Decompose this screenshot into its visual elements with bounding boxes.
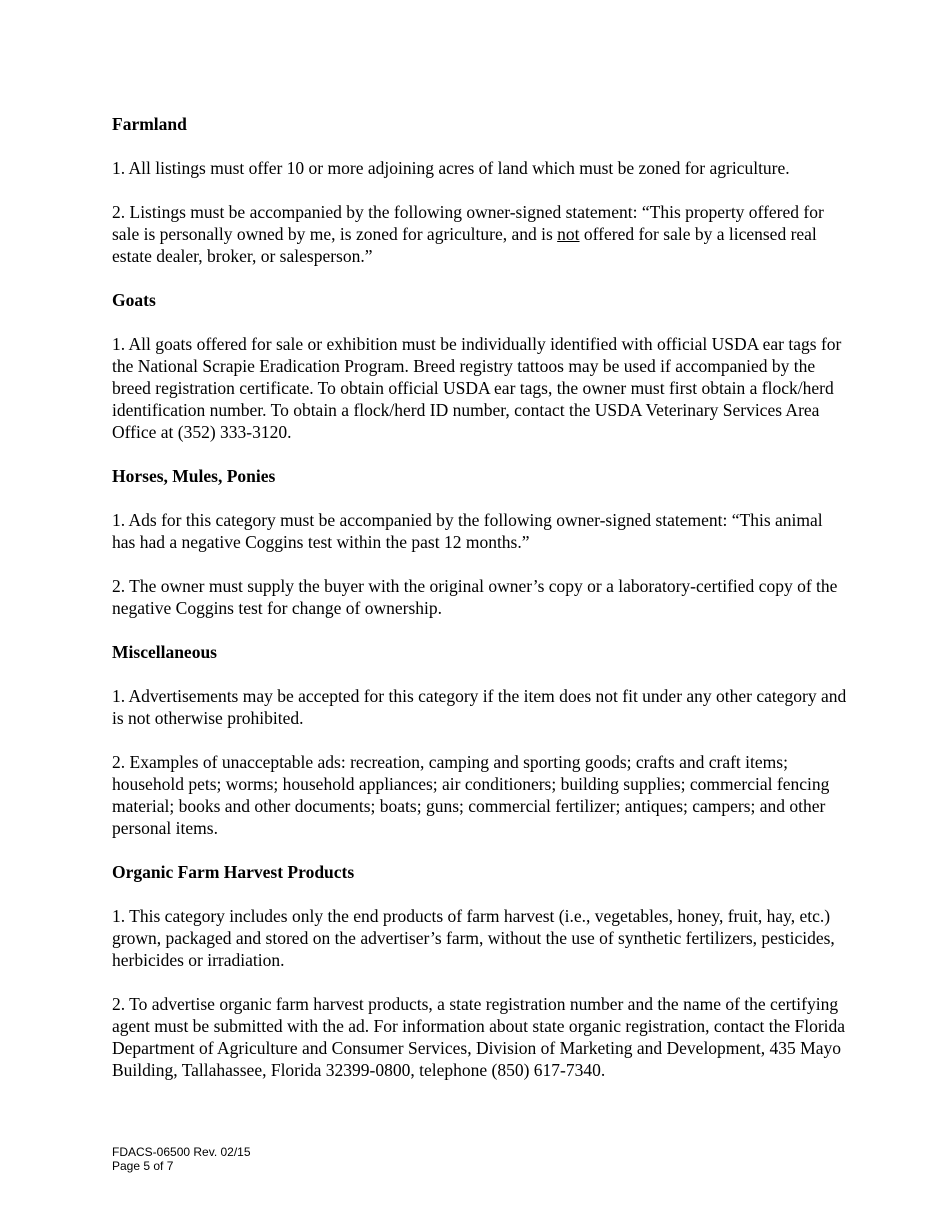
farmland-heading: Farmland	[112, 114, 187, 134]
goats-heading: Goats	[112, 290, 156, 310]
farmland-rule-2-text-before: 2. Listings must be accompanied by the following owner-signed statement: “This property offered for sale is personally owned by me, is zoned for agriculture, and is	[112, 202, 824, 244]
page-number: Page 5 of 7	[112, 1159, 174, 1173]
organic-rule-1: 1. This category includes only the end products of farm harvest (i.e., vegetables, honey, fruit, hay, etc.) grown, packaged and stored on the advertiser’s farm, without the use of synthetic fertilizers, pesticides, herbicides or irradiation.	[112, 906, 835, 970]
document-body	[112, 113, 847, 1103]
organic-heading: Organic Farm Harvest Products	[112, 862, 355, 882]
farmland-rule-1: 1. All listings must offer 10 or more adjoining acres of land which must be zoned for agriculture.	[112, 158, 790, 178]
farmland-rule-2-underlined-word: not	[557, 224, 580, 244]
page-footer	[112, 1145, 251, 1173]
miscellaneous-heading: Miscellaneous	[112, 642, 217, 662]
miscellaneous-rule-1: 1. Advertisements may be accepted for this category if the item does not fit under any other category and is not otherwise prohibited.	[112, 686, 847, 728]
horses-rule-1: 1. Ads for this category must be accompanied by the following owner-signed statement: “This animal has had a negative Coggins test within the past 12 months.”	[112, 510, 823, 552]
farmland-rule-2-text-after: offered for sale by a licensed real estate dealer, broker, or salesperson.”	[112, 224, 817, 266]
goats-rule-1: 1. All goats offered for sale or exhibition must be individually identified with official USDA ear tags for the National Scrapie Eradication Program. Breed registry tattoos may be used if accompanied by the breed registration certificate. To obtain official USDA ear tags, the owner must first obtain a flock/herd identification number. To obtain a flock/herd ID number, contact the USDA Veterinary Services Area Office at (352) 333-3120.	[112, 334, 842, 442]
form-id: FDACS-06500 Rev. 02/15	[112, 1145, 251, 1159]
organic-rule-2: 2. To advertise organic farm harvest products, a state registration number and the name of the certifying agent must be submitted with the ad. For information about state organic registration, contact the Florida Department of Agriculture and Consumer Services, Division of Marketing and Development, 435 Mayo Building, Tallahassee, Florida 32399-0800, telephone (850) 617-7340.	[112, 994, 846, 1080]
miscellaneous-rule-2: 2. Examples of unacceptable ads: recreation, camping and sporting goods; crafts and craft items; household pets; worms; household appliances; air conditioners; building supplies; commercial fencing material; books and other documents; boats; guns; commercial fertilizer; antiques; campers; and other personal items.	[112, 752, 830, 838]
farmland-rule-2	[112, 201, 847, 267]
horses-rule-2: 2. The owner must supply the buyer with the original owner’s copy or a laboratory-certified copy of the negative Coggins test for change of ownership.	[112, 576, 838, 618]
horses-heading: Horses, Mules, Ponies	[112, 466, 276, 486]
